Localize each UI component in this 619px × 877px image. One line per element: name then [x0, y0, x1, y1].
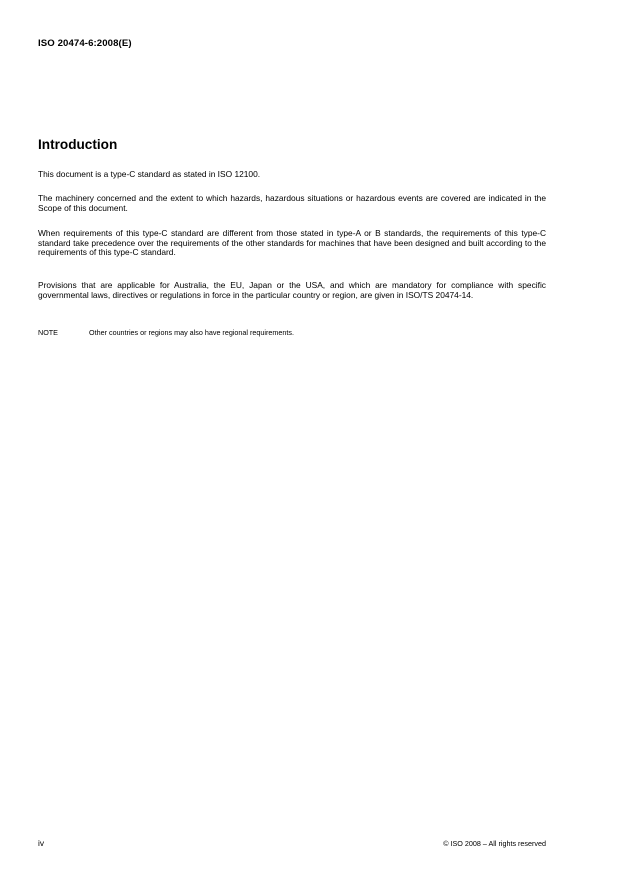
- intro-paragraph-4: Provisions that are applicable for Australia, the EU, Japan or the USA, and which are mandatory for compliance with specific governmental laws, directives or regulations in force in the particular country or region, are given in ISO/TS 20474-14.: [38, 280, 546, 300]
- note-text: Other countries or regions may also have regional requirements.: [89, 328, 294, 337]
- note-label: NOTE: [38, 328, 58, 337]
- copyright-notice: © ISO 2008 – All rights reserved: [443, 839, 546, 848]
- note: [38, 328, 294, 337]
- document-identifier: ISO 20474-6:2008(E): [38, 38, 132, 49]
- intro-paragraph-1: This document is a type-C standard as stated in ISO 12100.: [38, 169, 261, 179]
- section-heading: Introduction: [38, 137, 118, 152]
- page-number: iv: [38, 838, 45, 848]
- intro-paragraph-3: When requirements of this type-C standard are different from those stated in type-A or B standards, the requirements of this type-C standard take precedence over the requirements of the other standards for machines that have been designed and built according to the requirements of this type-C standard.: [38, 228, 546, 258]
- intro-paragraph-2: The machinery concerned and the extent to which hazards, hazardous situations or hazardous events are covered are indicated in the Scope of this document.: [38, 193, 546, 213]
